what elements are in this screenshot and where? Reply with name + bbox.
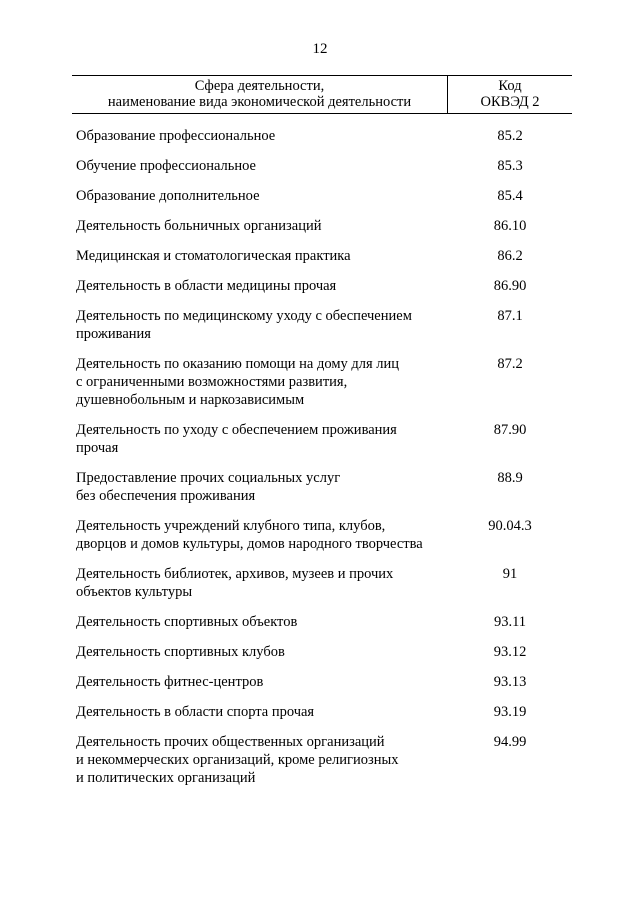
activity-name: Предоставление прочих социальных услуг без обеспечения проживания xyxy=(76,470,341,504)
activity-name: Деятельность прочих общественных организаций и некоммерческих организаций, кроме религиозных и политических организаций xyxy=(76,734,399,786)
okved-code: 94.99 xyxy=(493,734,527,750)
okved-table xyxy=(72,75,572,799)
okved-code: 87.1 xyxy=(497,308,523,324)
okved-code: 93.19 xyxy=(493,704,527,720)
okved-code: 86.10 xyxy=(493,218,527,234)
okved-code: 88.9 xyxy=(497,470,523,486)
table-row xyxy=(72,277,572,295)
table-row xyxy=(72,307,572,343)
header-sphere xyxy=(72,76,448,113)
okved-code: 85.2 xyxy=(497,128,523,144)
header-sphere-line2: наименование вида экономической деятельности xyxy=(107,94,412,110)
okved-code: 93.13 xyxy=(493,674,527,690)
table-row xyxy=(72,187,572,205)
table-row xyxy=(72,355,572,409)
okved-code: 86.90 xyxy=(493,278,527,294)
header-code-line1: Код xyxy=(498,78,522,94)
table-row xyxy=(72,421,572,457)
activity-name: Деятельность в области медицины прочая xyxy=(76,278,337,294)
page-number: 12 xyxy=(312,41,328,57)
activity-name: Деятельность по уходу с обеспечением проживания прочая xyxy=(76,422,397,456)
okved-code: 90.04.3 xyxy=(488,518,532,534)
activity-name: Обучение профессиональное xyxy=(76,158,256,174)
activity-name: Образование профессиональное xyxy=(76,128,276,144)
table-row xyxy=(72,217,572,235)
table-row xyxy=(72,247,572,265)
table-row xyxy=(72,157,572,175)
activity-name: Деятельность библиотек, архивов, музеев и прочих объектов культуры xyxy=(76,566,394,600)
activity-name: Деятельность спортивных объектов xyxy=(76,614,298,630)
activity-name: Деятельность больничных организаций xyxy=(76,218,322,234)
header-code xyxy=(448,76,572,113)
table-row xyxy=(72,703,572,721)
okved-code: 91 xyxy=(502,566,518,582)
activity-name: Деятельность по медицинскому уходу с обеспечением проживания xyxy=(76,308,412,342)
activity-name: Медицинская и стоматологическая практика xyxy=(76,248,351,264)
okved-code: 93.11 xyxy=(493,614,527,630)
table-row xyxy=(72,469,572,505)
table-row xyxy=(72,517,572,553)
activity-name: Образование дополнительное xyxy=(76,188,260,204)
table-row xyxy=(72,613,572,631)
header-code-line2: ОКВЭД 2 xyxy=(480,94,540,110)
table-body xyxy=(72,127,572,787)
table-row xyxy=(72,565,572,601)
activity-name: Деятельность спортивных клубов xyxy=(76,644,285,660)
okved-code: 87.90 xyxy=(493,422,527,438)
okved-code: 85.3 xyxy=(497,158,523,174)
activity-name: Деятельность учреждений клубного типа, клубов, дворцов и домов культуры, домов народного творчества xyxy=(76,518,423,552)
activity-name: Деятельность в области спорта прочая xyxy=(76,704,315,720)
table-row xyxy=(72,127,572,145)
okved-code: 87.2 xyxy=(497,356,523,372)
table-row xyxy=(72,643,572,661)
activity-name: Деятельность по оказанию помощи на дому для лиц с ограниченными возможностями развития, душевнобольным и наркозависимым xyxy=(76,356,400,408)
okved-code: 86.2 xyxy=(497,248,523,264)
table-row xyxy=(72,673,572,691)
okved-code: 85.4 xyxy=(497,188,523,204)
okved-code: 93.12 xyxy=(493,644,527,660)
header-sphere-line1: Сфера деятельности, xyxy=(194,78,325,94)
activity-name: Деятельность фитнес-центров xyxy=(76,674,264,690)
table-row xyxy=(72,733,572,787)
table-header xyxy=(72,75,572,114)
